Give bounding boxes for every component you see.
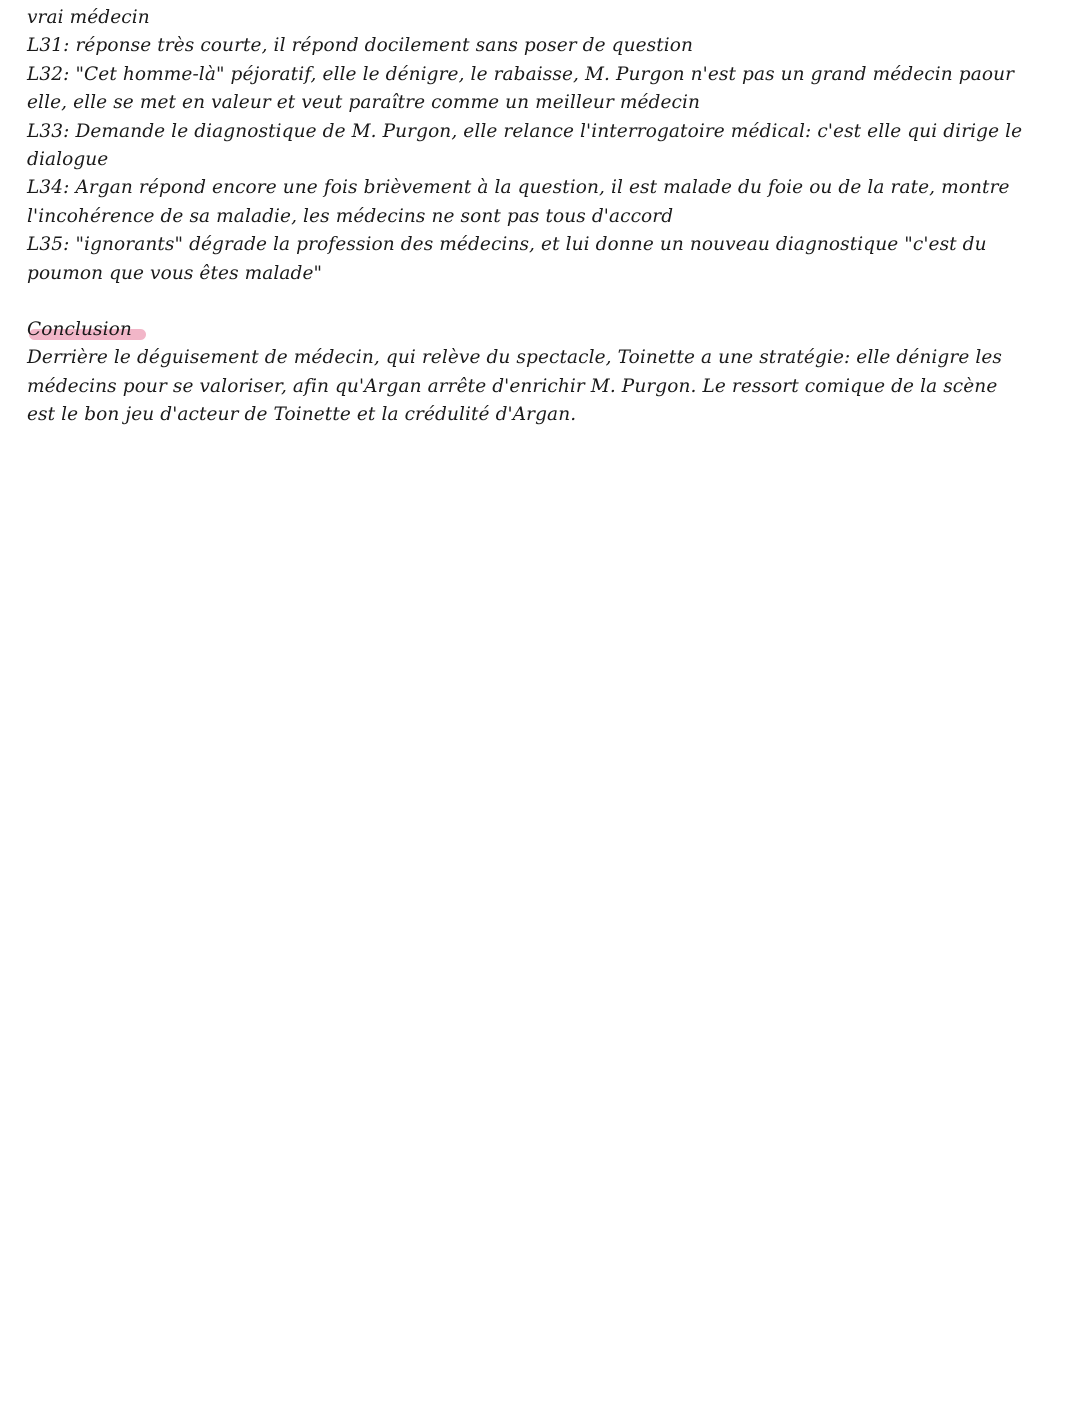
note-l33-line1: L33: Demande le diagnostique de M. Purgon, elle relance l'interrogatoire médical: c'est elle qui dirige le [27,120,1023,142]
note-l35-line2: poumon que vous êtes malade" [27,262,323,284]
note-l34-line1: L34: Argan répond encore une fois brièvement à la question, il est malade du foie ou de la rate, montre [27,177,1010,199]
note-l32-line2: elle, elle se met en valeur et veut paraître comme un meilleur médecin [27,92,701,114]
intro-line: vrai médecin [27,7,150,28]
note-l35-line1: L35: "ignorants" dégrade la profession des médecins, et lui donne un nouveau diagnostique "c'est du [27,234,987,256]
note-l33-line2: dialogue [27,149,109,171]
conclusion-line3: est le bon jeu d'acteur de Toinette et la crédulité d'Argan. [27,404,577,426]
conclusion-line2: médecins pour se valoriser, afin qu'Argan arrête d'enrichir M. Purgon. Le ressort comique de la scène [27,375,998,397]
note-l31: L31: réponse très courte, il répond docilement sans poser de question [27,35,694,57]
note-l32-line1: L32: "Cet homme-là" péjoratif, elle le dénigre, le rabaisse, M. Purgon n'est pas un grand médecin paour [27,63,1015,85]
note-l34-line2: l'incohérence de sa maladie, les médecins ne sont pas tous d'accord [27,205,674,227]
handwritten-notes-page [27,4,1057,430]
section-spacer [27,288,1057,316]
conclusion-line1: Derrière le déguisement de médecin, qui relève du spectacle, Toinette a une stratégie: elle dénigre les [27,347,1003,369]
conclusion-heading: Conclusion [27,316,132,344]
conclusion-heading-row [27,316,1057,344]
